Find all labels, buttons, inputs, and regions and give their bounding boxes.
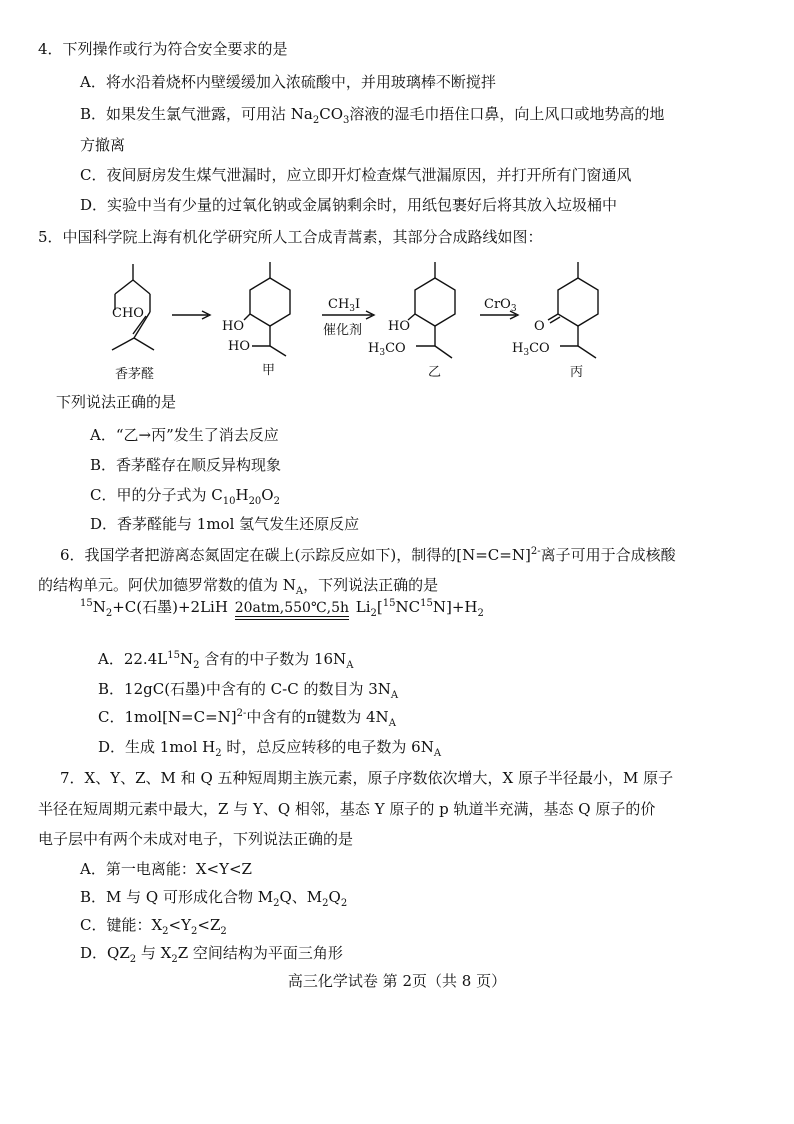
- q7-option-d: D．$QZ_2$ 与 $X_2Z$ 空间结构为平面三角形: [80, 944, 343, 965]
- q6-option-a: A．$22.4L^{15}N_2$ 含有的中子数为 $16N_A$: [98, 650, 354, 671]
- o-label: O: [534, 319, 545, 334]
- q4-stem: 4．下列操作或行为符合安全要求的是: [38, 40, 288, 58]
- q5-option-a: A．“乙→丙”发生了消去反应: [90, 426, 279, 444]
- q6-equation: $^{15}N_2+C$(石墨)+2LiH 20atm,550℃,5h $Li_2[^{15}NC^{15}N]+H_2$: [80, 598, 484, 619]
- compound-yi-structure: [408, 262, 455, 358]
- cro3-label: CrO$_3$: [484, 297, 517, 314]
- h3co-label-2: $H_3CO$: [512, 341, 550, 358]
- label-jia: 甲: [262, 363, 276, 378]
- q6-option-d: D．生成 1mol $H_2$ 时，总反应转移的电子数为 $6N_A$: [98, 738, 442, 759]
- q4-option-a: A．将水沿着烧杯内壁缓缓加入浓硫酸中，并用玻璃棒不断搅拌: [80, 73, 496, 91]
- ho-label-2: HO: [228, 339, 250, 354]
- h3co-label-1: $H_3CO$: [368, 341, 406, 358]
- q5-option-b: B．香茅醛存在顺反异构现象: [90, 456, 282, 474]
- q6-option-b: B．12gC(石墨)中含有的 C-C 的数目为 $3N_A$: [98, 680, 399, 701]
- compound-jia-structure: [244, 262, 290, 356]
- ch3i-label: $CH_3I$: [328, 297, 361, 314]
- q7-stem-line1: 7．X、Y、Z、M 和 Q 五种短周期主族元素，原子序数依次增大，X 原子半径最小，M 原子: [60, 769, 674, 787]
- cho-label: CHO: [112, 306, 144, 321]
- q5-option-d: D．香茅醛能与 1mol 氢气发生还原反应: [90, 515, 360, 533]
- page-footer: 高三化学试卷 第 2页（共 8 页）: [287, 972, 507, 990]
- label-bing: 丙: [570, 365, 584, 380]
- ho-label-1: HO: [222, 319, 244, 334]
- q7-option-a: A．第一电离能：X<Y<Z: [80, 860, 252, 878]
- label-yi: 乙: [428, 365, 442, 380]
- q6-stem-line1: 6．我国学者把游离态氮固定在碳上(示踪反应如下)，制得的[N=C=N]$^{2-}$离子可用于合成核酸: [60, 546, 676, 564]
- q5-stem: 5．中国科学院上海有机化学研究所人工合成青蒿素，其部分合成路线如图：: [38, 228, 543, 246]
- q4-option-c: C．夜间厨房发生煤气泄漏时，应立即开灯检查煤气泄漏原因，并打开所有门窗通风: [80, 166, 632, 184]
- reaction-condition: 20atm,550℃,5h: [233, 600, 351, 620]
- q5-option-c: C．甲的分子式为 $C_{10}H_{20}O_2$: [90, 486, 280, 507]
- ho-label-3: HO: [388, 319, 410, 334]
- q5-intro: 下列说法正确的是: [56, 393, 177, 411]
- compound-bing-structure: [548, 262, 598, 358]
- q7-stem-line3: 电子层中有两个未成对电子，下列说法正确的是: [38, 830, 354, 848]
- synthesis-scheme: [0, 250, 794, 390]
- q4-option-b-cont: 方撤离: [80, 136, 126, 154]
- q4-option-b: B．如果发生氯气泄露，可用沾 $Na_2CO_3$溶液的湿毛巾捂住口鼻，向上风口或地势高的地: [80, 105, 665, 126]
- q6-stem-line2: 的结构单元。阿伏加德罗常数的值为 $N_A$，下列说法正确的是: [38, 576, 439, 597]
- q7-option-b: B．M 与 Q 可形成化合物 $M_2Q$、$M_2Q_2$: [80, 888, 348, 909]
- label-citronellal: 香茅醛: [115, 367, 155, 382]
- catalyst-label: 催化剂: [323, 323, 363, 338]
- q7-option-c: C．键能：$X_2<Y_2<Z_2$: [80, 916, 227, 937]
- q6-option-c: C．1mol[N=C=N]$^{2-}$中含有的π键数为 $4N_A$: [98, 708, 396, 729]
- q4-option-d: D．实验中当有少量的过氧化钠或金属钠剩余时，用纸包裹好后将其放入垃圾桶中: [80, 196, 618, 214]
- q7-stem-line2: 半径在短周期元素中最大，Z 与 Y、Q 相邻，基态 Y 原子的 p 轨道半充满，基态 Q 原子的价: [38, 800, 656, 818]
